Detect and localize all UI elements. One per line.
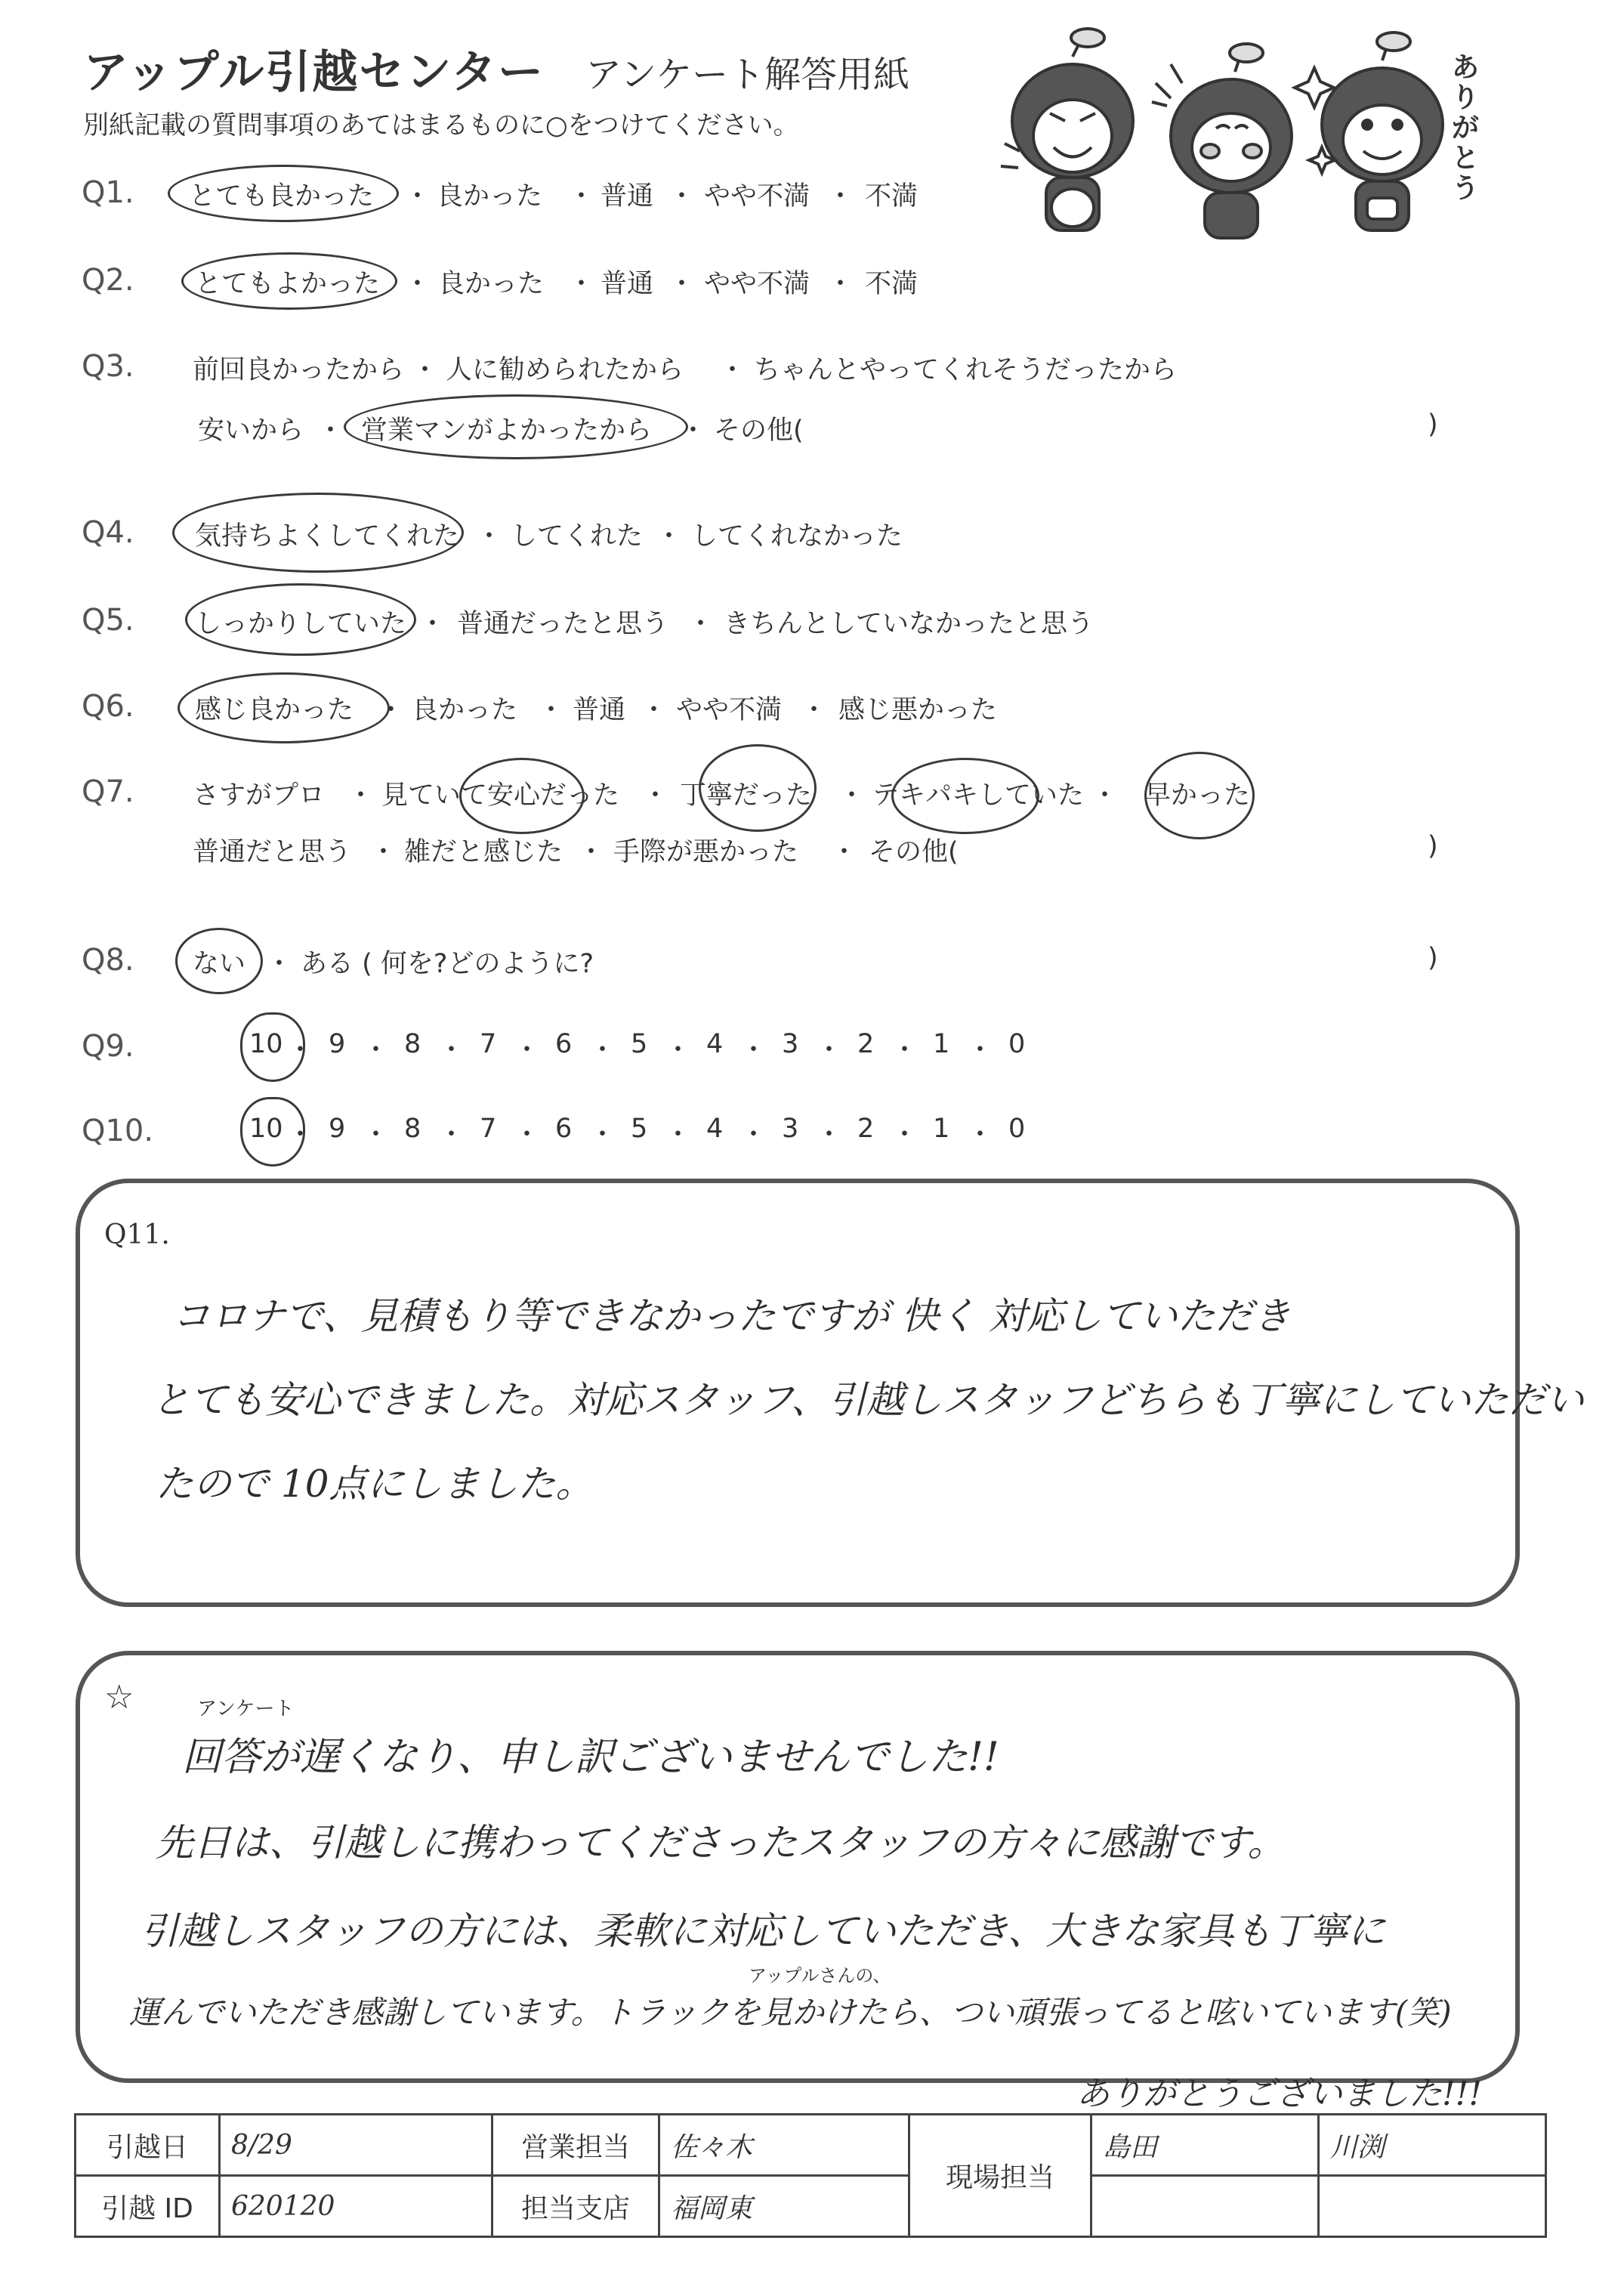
option-seems-reliable[interactable]: ちゃんとやってくれそうだったから (754, 355, 1178, 385)
ruby-annotation: アンケート (197, 1698, 295, 1720)
rating-option-5[interactable]: 5 (631, 1114, 648, 1144)
rating-option-4[interactable]: 4 (706, 1114, 724, 1144)
branch-label: 担当支店 (492, 2176, 659, 2237)
separator-dot: ・ (438, 1035, 465, 1065)
option-unsatisfied[interactable]: 不満 (865, 269, 919, 299)
free-comment-box (76, 1651, 1520, 2083)
comment-line-4: 運んでいただき感謝しています。トラックを見かけたら、つい頑張ってると呟いています(笑) (129, 1994, 1452, 2031)
option-not-proper[interactable]: きちんとしていなかったと思う (724, 609, 1095, 639)
star-icon: ☆ (104, 1678, 134, 1717)
question-2: Q2. とてもよかった ・ 良かった ・ 普通 ・ やや不満 ・ 不満 (0, 263, 1435, 308)
move-date-label: 引越日 (76, 2115, 220, 2176)
rating-option-2[interactable]: 2 (857, 1029, 875, 1059)
option-somewhat-unsatisfied[interactable]: やや不満 (704, 181, 810, 212)
move-date-value: 8/29 (220, 2115, 492, 2176)
option-recommended[interactable]: 人に勧められたから (446, 355, 684, 385)
rating-option-5[interactable]: 5 (631, 1029, 648, 1059)
option-somewhat-unsatisfied[interactable]: やや不満 (676, 695, 783, 725)
close-paren: ) (1428, 831, 1438, 861)
question-label: Q1. (82, 175, 134, 210)
option-good[interactable]: 良かった (412, 695, 518, 725)
option-reassuring[interactable]: 見ていて安心だった (381, 780, 620, 811)
separator-dot: ・ (740, 1120, 767, 1150)
rating-option-1[interactable]: 1 (933, 1114, 950, 1144)
site-staff-empty-2 (1319, 2176, 1546, 2237)
instruction-text: 別紙記載の質問事項のあてはまるものに○をつけてください。 (83, 110, 799, 141)
rating-option-0[interactable]: 0 (1008, 1114, 1026, 1144)
separator-dot: ・ (287, 1120, 314, 1150)
option-unpleasant[interactable]: 感じ悪かった (838, 695, 998, 725)
separator-dot: ・ (363, 1120, 390, 1150)
rating-option-3[interactable]: 3 (782, 1114, 799, 1144)
move-id-value: 620120 (220, 2176, 492, 2237)
option-very-good[interactable]: とても良かった (189, 181, 375, 212)
brand-title: アップル引越センター (83, 46, 545, 99)
rating-option-1[interactable]: 1 (933, 1029, 950, 1059)
rating-option-10[interactable]: 10 (249, 1114, 283, 1144)
q11-line-3: たので 10点にしました。 (156, 1462, 594, 1506)
close-paren: ) (1428, 943, 1438, 973)
rating-option-4[interactable]: 4 (706, 1029, 724, 1059)
rating-option-0[interactable]: 0 (1008, 1029, 1026, 1059)
question-label: Q7. (82, 774, 134, 809)
separator-dot: ・ (665, 1035, 692, 1065)
option-professional[interactable]: さすがプロ (193, 780, 326, 811)
option-very-good[interactable]: とてもよかった (195, 269, 381, 299)
option-normal[interactable]: 普通だったと思う (457, 609, 669, 639)
separator-dot: ・ (514, 1120, 541, 1150)
option-pleasant[interactable]: 感じ良かった (195, 695, 354, 725)
option-solid[interactable]: しっかりしていた (195, 609, 407, 639)
separator-dot: ・ (740, 1035, 767, 1065)
question-3: Q3. 前回良かったから ・ 人に勧められたから ・ ちゃんとやってくれそうだったから 安いから ・ 営業マンがよかったから ・ その他( ) (0, 349, 1435, 455)
option-other[interactable]: その他( (714, 416, 804, 446)
rating-option-7[interactable]: 7 (480, 1029, 497, 1059)
rating-option-10[interactable]: 10 (249, 1029, 283, 1059)
option-normal[interactable]: 普通だと思う (193, 837, 352, 867)
sales-value: 佐々木 (659, 2115, 909, 2176)
question-1: Q1. とても良かった ・ 良かった ・ 普通 ・ やや不満 ・ 不満 (0, 175, 1435, 221)
option-previous-good[interactable]: 前回良かったから (193, 355, 405, 385)
option-other[interactable]: その他( (869, 837, 959, 867)
separator-dot: ・ (816, 1120, 843, 1150)
question-label: Q10. (82, 1114, 154, 1148)
option-efficient[interactable]: テキパキしていた (872, 780, 1085, 811)
separator-dot: ・ (891, 1035, 919, 1065)
question-label: Q6. (82, 689, 134, 724)
option-normal[interactable]: 普通 (573, 695, 626, 725)
separator-dot: ・ (967, 1120, 994, 1150)
move-id-label: 引越 ID (76, 2176, 220, 2237)
rating-option-7[interactable]: 7 (480, 1114, 497, 1144)
option-cheap[interactable]: 安いから (198, 416, 304, 446)
q11-label: Q11. (104, 1219, 170, 1250)
option-did[interactable]: してくれた (511, 521, 644, 552)
separator-dot: ・ (287, 1035, 314, 1065)
site-staff-2-value: 川渕 (1319, 2115, 1546, 2176)
question-label: Q2. (82, 263, 134, 298)
option-none[interactable]: ない (193, 949, 246, 979)
option-careful[interactable]: 丁寧だった (680, 780, 813, 811)
document-title: アンケート解答用紙 (585, 54, 910, 96)
rating-option-9[interactable]: 9 (329, 1029, 346, 1059)
separator-dot: ・ (967, 1035, 994, 1065)
separator-dot: ・ (589, 1120, 616, 1150)
comment-line-3: 引越しスタッフの方には、柔軟に対応していただき、大きな家具も丁寧に (140, 1909, 1385, 1953)
sales-label: 営業担当 (492, 2115, 659, 2176)
option-good[interactable]: 良かった (438, 269, 545, 299)
separator-dot: ・ (514, 1035, 541, 1065)
rating-option-2[interactable]: 2 (857, 1114, 875, 1144)
question-label: Q5. (82, 603, 134, 638)
rating-option-6[interactable]: 6 (555, 1114, 573, 1144)
option-good[interactable]: 良かった (437, 181, 543, 212)
option-fast[interactable]: 早かった (1144, 780, 1251, 811)
q11-comment-box (76, 1179, 1584, 1607)
mascot-caption: ありがとう (1452, 52, 1480, 204)
option-clumsy[interactable]: 手際が悪かった (613, 837, 799, 867)
separator-dot: ・ (891, 1120, 919, 1150)
comment-line-1: 回答が遅くなり、申し訳ございませんでした!! (182, 1735, 999, 1780)
rating-option-8[interactable]: 8 (404, 1029, 421, 1059)
question-5: Q5. しっかりしていた ・ 普通だったと思う ・ きちんとしていなかったと思う (0, 603, 1435, 648)
question-6: Q6. 感じ良かった ・ 良かった ・ 普通 ・ やや不満 ・ 感じ悪かった (0, 689, 1435, 734)
separator-dot: ・ (816, 1035, 843, 1065)
move-info-table (74, 2113, 1547, 2238)
site-staff-1-value: 島田 (1091, 2115, 1319, 2176)
separator-dot: ・ (589, 1035, 616, 1065)
option-did-not[interactable]: してくれなかった (691, 521, 903, 552)
question-label: Q3. (82, 349, 134, 384)
question-4: Q4. 気持ちよくしてくれた ・ してくれた ・ してくれなかった (0, 515, 1435, 561)
separator-dot: ・ (363, 1035, 390, 1065)
question-label: Q9. (82, 1029, 134, 1064)
option-normal[interactable]: 普通 (601, 181, 654, 212)
site-staff-label: 現場担当 (909, 2115, 1091, 2237)
question-label: Q8. (82, 943, 134, 978)
option-somewhat-unsatisfied[interactable]: やや不満 (704, 269, 810, 299)
separator-dot: ・ (665, 1120, 692, 1150)
question-7: Q7. さすがプロ ・ 見ていて安心だった ・ 丁寧だった ・ テキパキしていた ・ 早かった 普通だと思う ・ 雑だと感じた ・ 手際が悪かった ・ その他( ) (0, 774, 1435, 880)
q11-line-2: とても安心できました。対応スタッフ、引越しスタッフどちらも丁寧にしていただい (152, 1378, 1584, 1422)
separator-dot: ・ (438, 1120, 465, 1150)
q11-line-1: コロナで、見積もり等できなかったですが 快く 対応していただき (172, 1294, 1291, 1338)
option-sloppy[interactable]: 雑だと感じた (404, 837, 563, 867)
question-10 (0, 1114, 1435, 1159)
comment-line-5: ありがとうございました!!! (1076, 2075, 1483, 2113)
branch-value: 福岡東 (659, 2176, 909, 2237)
close-paren: ) (1428, 409, 1438, 440)
question-9 (0, 1029, 1435, 1074)
site-staff-empty-1 (1091, 2176, 1319, 2237)
option-good-salesperson[interactable]: 営業マンがよかったから (361, 416, 653, 446)
rating-option-9[interactable]: 9 (329, 1114, 346, 1144)
ruby-annotation-apple: アップルさんの、 (749, 1965, 891, 1986)
option-pleasant[interactable]: 気持ちよくしてくれた (195, 521, 460, 552)
option-unsatisfied[interactable]: 不満 (865, 181, 919, 212)
rating-option-6[interactable]: 6 (555, 1029, 573, 1059)
comment-line-2: 先日は、引越しに携わってくださったスタッフの方々に感謝です。 (156, 1821, 1286, 1865)
option-normal[interactable]: 普通 (601, 269, 654, 299)
rating-option-8[interactable]: 8 (404, 1114, 421, 1144)
option-some[interactable]: ある ( 何を?どのように? (301, 949, 594, 979)
question-label: Q4. (82, 515, 134, 550)
rating-option-3[interactable]: 3 (782, 1029, 799, 1059)
question-8: Q8. ない ・ ある ( 何を?どのように? ) (0, 943, 1435, 988)
